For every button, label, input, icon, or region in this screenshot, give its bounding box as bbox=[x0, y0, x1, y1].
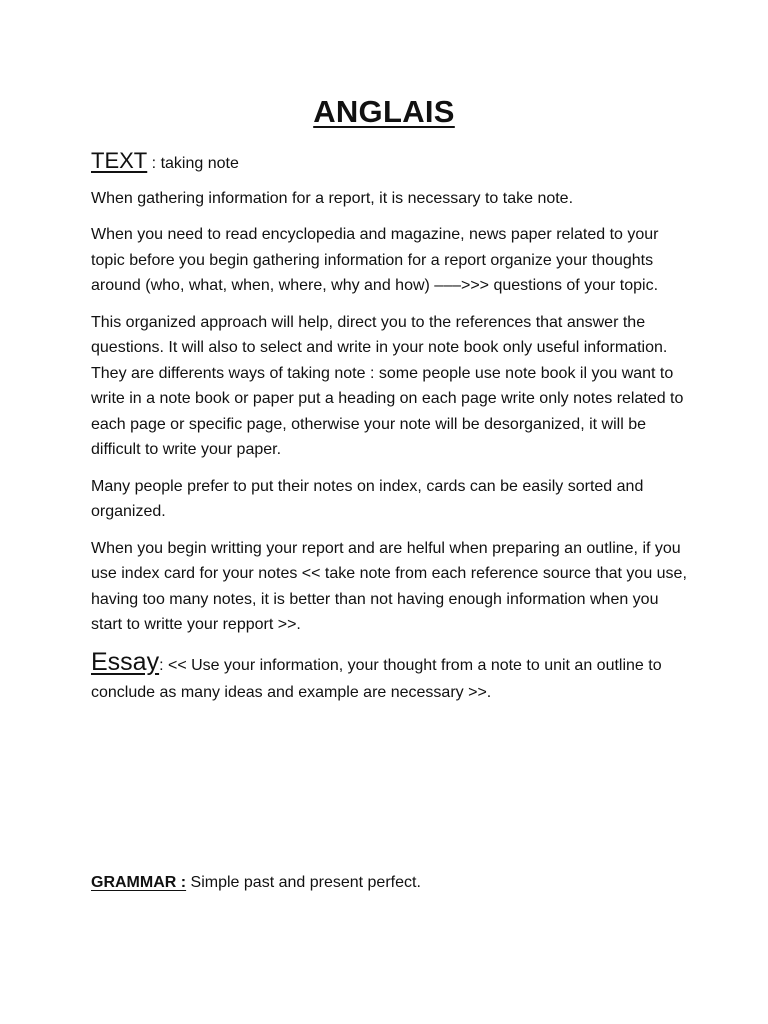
page-title: ANGLAIS bbox=[313, 94, 455, 129]
paragraph-3: This organized approach will help, direct you to the references that answer the questions. It will also to select and write in your note book only useful information. They are differents ways of taking note : some people use note book il you want to write in a note book or paper put a heading on each page write only notes related to each page or specific page, otherwise your note will be desorganized, it will be difficult to write your paper. bbox=[91, 313, 684, 458]
grammar-section bbox=[91, 870, 421, 895]
grammar-text: Simple past and present perfect. bbox=[186, 874, 421, 891]
document-body bbox=[91, 148, 687, 706]
essay-heading: Essay bbox=[91, 647, 160, 676]
text-subtitle: : taking note bbox=[147, 155, 239, 172]
text-section-heading bbox=[91, 148, 687, 177]
paragraph-5: When you begin writting your report and are helful when preparing an outline, if you use index card for your notes << take note from each reference source that you use, having too many notes, it is better than not having enough information when you start to writte your repport >>. bbox=[91, 539, 687, 633]
essay-text: : << Use your information, your thought from a note to unit an outline to conclude as many ideas and example are necessary >>. bbox=[91, 656, 662, 701]
paragraph-2: When you need to read encyclopedia and magazine, news paper related to your topic before you begin gathering information for a report organize your thoughts around (who, what, when, where, why and how) –––>>> questions of your topic. bbox=[91, 226, 659, 294]
paragraph-1: When gathering information for a report, it is necessary to take note. bbox=[91, 189, 574, 207]
essay-section bbox=[91, 649, 687, 706]
text-heading: TEXT bbox=[91, 148, 148, 173]
grammar-heading: GRAMMAR : bbox=[91, 874, 187, 891]
paragraph-4: Many people prefer to put their notes on index, cards can be easily sorted and organized. bbox=[91, 477, 644, 520]
